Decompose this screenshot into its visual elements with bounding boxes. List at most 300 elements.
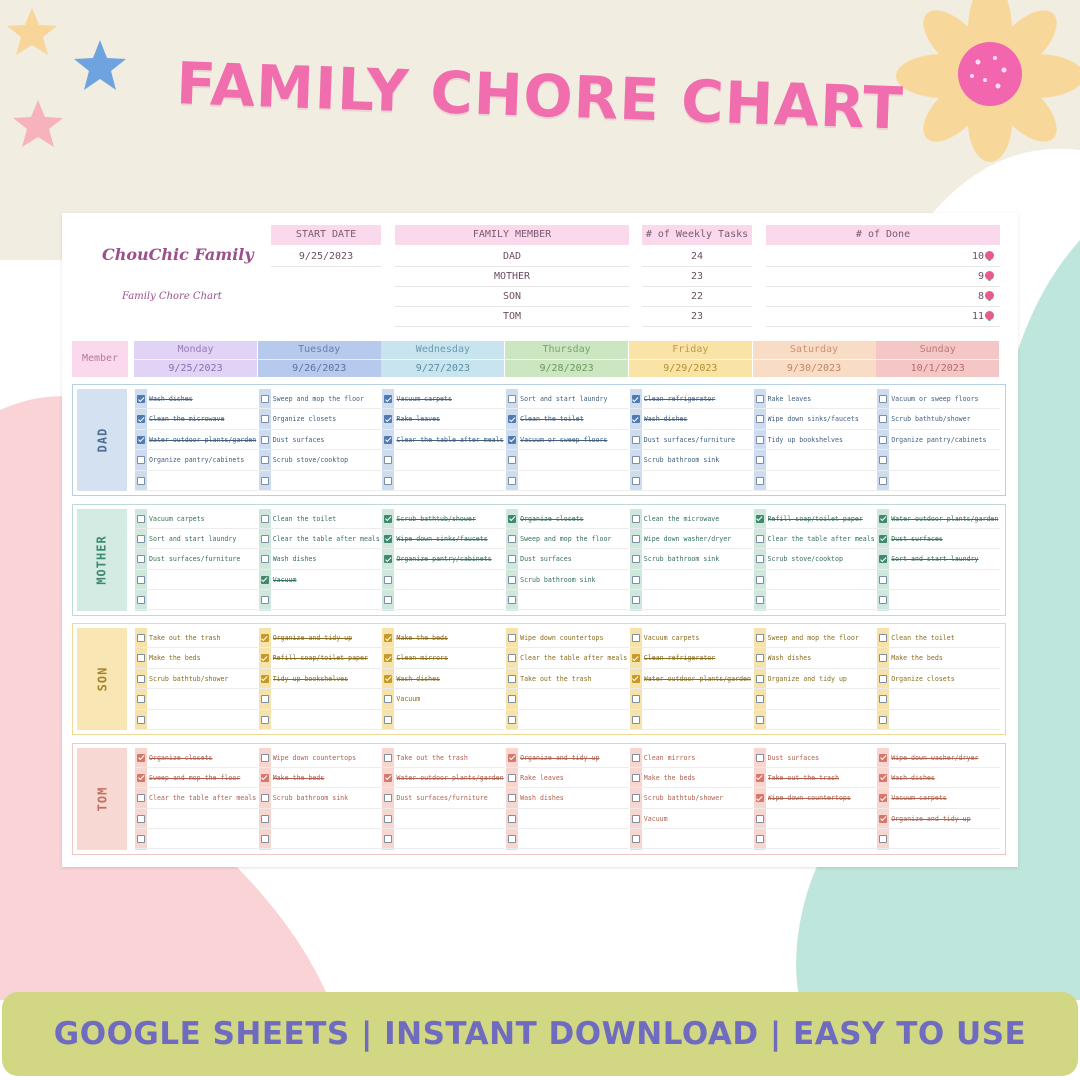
task-checkbox[interactable] xyxy=(508,794,516,802)
task-label[interactable]: Water outdoor plants/garden xyxy=(149,435,257,444)
task-label[interactable]: Scrub bathroom sink xyxy=(643,555,720,564)
task-label[interactable] xyxy=(520,710,630,730)
task-checkbox[interactable] xyxy=(632,555,640,563)
task-checkbox[interactable] xyxy=(756,456,764,464)
task-checkbox[interactable] xyxy=(756,716,764,724)
task-label[interactable] xyxy=(768,809,878,829)
task-checkbox[interactable] xyxy=(879,754,887,762)
task-checkbox[interactable] xyxy=(508,456,516,464)
task-label[interactable]: Clean refrigerator xyxy=(643,654,716,663)
task-checkbox[interactable] xyxy=(508,436,516,444)
task-label[interactable]: Wipe down countertops xyxy=(272,753,357,762)
task-label[interactable]: Organize closets xyxy=(891,674,955,683)
task-checkbox[interactable] xyxy=(756,576,764,584)
task-checkbox[interactable] xyxy=(756,535,764,543)
task-checkbox[interactable] xyxy=(879,395,887,403)
task-checkbox[interactable] xyxy=(508,716,516,724)
task-label[interactable] xyxy=(273,471,383,491)
task-label[interactable]: Take out the trash xyxy=(767,773,839,782)
task-checkbox[interactable] xyxy=(261,555,269,563)
task-label[interactable] xyxy=(644,471,754,491)
task-label[interactable] xyxy=(644,829,754,849)
task-label[interactable]: Wipe down washer/dryer xyxy=(643,534,732,543)
task-checkbox[interactable] xyxy=(137,535,145,543)
task-label[interactable]: Vacuum carpets xyxy=(891,794,947,803)
task-label[interactable]: Sort and start laundry xyxy=(149,534,237,543)
flower-icon xyxy=(985,291,994,300)
task-label[interactable] xyxy=(149,809,259,829)
task-checkbox[interactable] xyxy=(384,774,392,782)
task-row xyxy=(506,590,629,610)
task-label[interactable] xyxy=(891,471,1001,491)
task-checkbox[interactable] xyxy=(261,515,269,523)
task-checkbox[interactable] xyxy=(632,395,640,403)
task-checkbox[interactable] xyxy=(384,794,392,802)
task-label[interactable]: Organize and tidy up xyxy=(272,634,353,642)
task-label[interactable]: Sweep and mop the floor xyxy=(520,534,612,543)
task-label[interactable]: Sort and start laundry xyxy=(520,395,608,403)
task-label[interactable]: Organize pantry/cabinets xyxy=(891,435,987,444)
task-checkbox[interactable] xyxy=(879,436,887,444)
task-row xyxy=(259,768,382,788)
task-checkbox[interactable] xyxy=(879,515,887,523)
task-label[interactable]: Vacuum carpets xyxy=(643,634,700,642)
task-checkbox[interactable] xyxy=(261,576,269,584)
task-checkbox[interactable] xyxy=(384,555,392,563)
task-checkbox[interactable] xyxy=(137,716,145,724)
task-label[interactable]: Wash dishes xyxy=(767,654,812,663)
task-checkbox[interactable] xyxy=(137,774,145,782)
task-label[interactable]: Water outdoor plants/garden xyxy=(396,773,504,782)
task-label[interactable]: Scrub bathtub/shower xyxy=(891,415,971,424)
task-checkbox[interactable] xyxy=(261,835,269,843)
task-row xyxy=(877,430,1000,450)
task-checkbox[interactable] xyxy=(879,675,887,683)
task-checkbox[interactable] xyxy=(756,695,764,703)
task-label[interactable] xyxy=(149,471,259,491)
task-label[interactable]: Clean mirrors xyxy=(396,654,448,663)
task-checkbox[interactable] xyxy=(137,835,145,843)
task-label[interactable]: Scrub bathroom sink xyxy=(643,456,720,465)
task-label[interactable] xyxy=(520,450,630,470)
task-label[interactable] xyxy=(149,689,259,709)
task-label[interactable] xyxy=(520,590,630,610)
task-checkbox[interactable] xyxy=(508,774,516,782)
task-label[interactable]: Dust surfaces xyxy=(767,753,820,762)
task-label[interactable]: Clear the table after meals xyxy=(149,794,257,803)
task-checkbox[interactable] xyxy=(261,654,269,662)
task-label[interactable]: Clean the toilet xyxy=(520,415,584,424)
task-checkbox[interactable] xyxy=(508,695,516,703)
task-checkbox[interactable] xyxy=(261,716,269,724)
task-label[interactable] xyxy=(891,450,1001,470)
task-label[interactable]: Dust surfaces/furniture xyxy=(643,435,736,444)
task-checkbox[interactable] xyxy=(879,716,887,724)
task-label[interactable]: Dust surfaces/furniture xyxy=(149,555,241,564)
task-label[interactable]: Scrub bathroom sink xyxy=(520,575,596,584)
task-label[interactable]: Clean refrigerator xyxy=(643,395,716,403)
task-label[interactable]: Tidy up bookshelves xyxy=(272,674,349,683)
task-label[interactable] xyxy=(273,689,383,709)
task-checkbox[interactable] xyxy=(137,815,145,823)
task-checkbox[interactable] xyxy=(384,515,392,523)
member-block-mother xyxy=(72,504,1006,616)
task-label[interactable]: Organize and tidy up xyxy=(520,753,600,762)
task-checkbox[interactable] xyxy=(261,456,269,464)
task-label[interactable] xyxy=(768,570,878,590)
task-label[interactable]: Clear the table after meals xyxy=(396,435,504,444)
task-label[interactable] xyxy=(891,590,1001,610)
task-label[interactable]: Dust surfaces xyxy=(520,555,572,564)
task-row xyxy=(754,648,877,668)
task-checkbox[interactable] xyxy=(261,436,269,444)
task-label[interactable]: Clean mirrors xyxy=(643,753,696,762)
task-checkbox[interactable] xyxy=(508,815,516,823)
task-checkbox[interactable] xyxy=(508,675,516,683)
task-checkbox[interactable] xyxy=(879,634,887,642)
task-label[interactable]: Organize closets xyxy=(149,753,213,762)
task-label[interactable]: Scrub stove/cooktop xyxy=(767,555,843,564)
task-label[interactable] xyxy=(149,570,259,590)
task-checkbox[interactable] xyxy=(756,634,764,642)
task-label[interactable] xyxy=(768,710,878,730)
task-row xyxy=(506,450,629,470)
task-label[interactable]: Vacuum or sweep floors xyxy=(520,435,608,444)
task-checkbox[interactable] xyxy=(137,596,145,604)
task-label[interactable]: Clean the microwave xyxy=(149,415,225,424)
task-checkbox[interactable] xyxy=(756,515,764,523)
task-checkbox[interactable] xyxy=(137,654,145,662)
task-label[interactable]: Organize pantry/cabinets xyxy=(396,555,492,564)
task-label[interactable]: Wipe down sinks/faucets xyxy=(767,415,859,424)
task-checkbox[interactable] xyxy=(508,576,516,584)
task-checkbox[interactable] xyxy=(508,754,516,762)
task-checkbox[interactable] xyxy=(137,477,145,485)
task-label[interactable] xyxy=(273,710,383,730)
task-checkbox[interactable] xyxy=(879,535,887,543)
task-label[interactable]: Take out the trash xyxy=(520,674,592,683)
task-label[interactable]: Tidy up bookshelves xyxy=(767,435,843,444)
task-checkbox[interactable] xyxy=(756,815,764,823)
task-checkbox[interactable] xyxy=(508,555,516,563)
task-label[interactable] xyxy=(768,450,878,470)
task-checkbox[interactable] xyxy=(384,754,392,762)
task-row xyxy=(754,628,877,648)
task-checkbox[interactable] xyxy=(756,754,764,762)
task-label[interactable]: Dust surfaces xyxy=(891,534,943,543)
task-checkbox[interactable] xyxy=(508,634,516,642)
task-checkbox[interactable] xyxy=(508,835,516,843)
task-label[interactable]: Wash dishes xyxy=(520,794,564,803)
task-checkbox[interactable] xyxy=(384,634,392,642)
task-label[interactable]: Vacuum xyxy=(396,695,421,704)
task-checkbox[interactable] xyxy=(384,716,392,724)
task-checkbox[interactable] xyxy=(508,415,516,423)
task-label[interactable]: Clear the table after meals xyxy=(520,654,628,663)
task-label[interactable] xyxy=(396,590,506,610)
task-checkbox[interactable] xyxy=(384,695,392,703)
task-label[interactable]: Sort and start laundry xyxy=(891,555,979,564)
task-checkbox[interactable] xyxy=(632,415,640,423)
task-label[interactable] xyxy=(396,710,506,730)
task-checkbox[interactable] xyxy=(508,596,516,604)
task-label[interactable]: Rake leaves xyxy=(767,395,812,403)
task-label[interactable]: Scrub bathroom sink xyxy=(272,794,349,803)
task-label[interactable] xyxy=(520,829,630,849)
task-label[interactable]: Rake leaves xyxy=(396,415,441,424)
task-row xyxy=(754,829,877,849)
task-checkbox[interactable] xyxy=(384,535,392,543)
task-label[interactable] xyxy=(768,590,878,610)
task-checkbox[interactable] xyxy=(756,675,764,683)
task-row xyxy=(382,509,505,529)
task-label[interactable] xyxy=(396,570,506,590)
task-row xyxy=(382,430,505,450)
task-label[interactable]: Make the beds xyxy=(149,654,201,663)
task-label[interactable]: Organize and tidy up xyxy=(891,814,971,823)
task-checkbox[interactable] xyxy=(632,794,640,802)
task-checkbox[interactable] xyxy=(384,456,392,464)
task-checkbox[interactable] xyxy=(384,436,392,444)
task-label[interactable] xyxy=(273,590,383,610)
task-label[interactable]: Wipe down countertops xyxy=(767,794,851,803)
task-checkbox[interactable] xyxy=(632,675,640,683)
task-checkbox[interactable] xyxy=(261,634,269,642)
task-checkbox[interactable] xyxy=(384,815,392,823)
task-checkbox[interactable] xyxy=(137,794,145,802)
task-label[interactable]: Water outdoor plants/garden xyxy=(643,674,751,683)
task-checkbox[interactable] xyxy=(879,415,887,423)
task-label[interactable] xyxy=(891,570,1001,590)
task-label[interactable]: Vacuum or sweep floors xyxy=(891,395,979,403)
task-checkbox[interactable] xyxy=(632,576,640,584)
task-label[interactable]: Vacuum carpets xyxy=(396,395,452,403)
task-checkbox[interactable] xyxy=(384,654,392,662)
task-checkbox[interactable] xyxy=(384,415,392,423)
task-label[interactable]: Take out the trash xyxy=(149,634,221,642)
task-checkbox[interactable] xyxy=(756,774,764,782)
task-checkbox[interactable] xyxy=(632,654,640,662)
task-label[interactable] xyxy=(891,710,1001,730)
task-label[interactable] xyxy=(644,689,754,709)
task-label[interactable] xyxy=(768,471,878,491)
task-label[interactable]: Wipe down sinks/faucets xyxy=(396,534,488,543)
task-label[interactable]: Wipe down countertops xyxy=(520,634,604,642)
task-row xyxy=(382,389,505,409)
task-row xyxy=(754,529,877,549)
start-date-value[interactable]: 9/25/2023 xyxy=(271,247,381,267)
task-label[interactable]: Scrub bathtub/shower xyxy=(149,674,229,683)
task-checkbox[interactable] xyxy=(756,794,764,802)
task-label[interactable] xyxy=(273,829,383,849)
task-checkbox[interactable] xyxy=(384,576,392,584)
task-label[interactable] xyxy=(520,471,630,491)
task-label[interactable]: Dust surfaces/furniture xyxy=(396,794,488,803)
task-checkbox[interactable] xyxy=(632,754,640,762)
task-checkbox[interactable] xyxy=(261,415,269,423)
task-label[interactable] xyxy=(768,689,878,709)
task-checkbox[interactable] xyxy=(137,515,145,523)
task-checkbox[interactable] xyxy=(384,596,392,604)
task-checkbox[interactable] xyxy=(137,456,145,464)
task-checkbox[interactable] xyxy=(632,596,640,604)
task-label[interactable]: Organize closets xyxy=(272,415,337,424)
task-checkbox[interactable] xyxy=(756,415,764,423)
task-label[interactable]: Wash dishes xyxy=(396,674,441,683)
task-label[interactable]: Make the beds xyxy=(891,654,943,663)
task-checkbox[interactable] xyxy=(137,634,145,642)
task-checkbox[interactable] xyxy=(756,555,764,563)
task-checkbox[interactable] xyxy=(384,675,392,683)
task-checkbox[interactable] xyxy=(508,515,516,523)
task-checkbox[interactable] xyxy=(632,477,640,485)
task-checkbox[interactable] xyxy=(137,555,145,563)
task-label[interactable]: Clean the toilet xyxy=(891,634,955,642)
task-checkbox[interactable] xyxy=(261,596,269,604)
task-checkbox[interactable] xyxy=(879,835,887,843)
task-checkbox[interactable] xyxy=(137,695,145,703)
task-label[interactable]: Wipe down washer/dryer xyxy=(891,753,979,762)
task-label[interactable] xyxy=(149,829,259,849)
task-checkbox[interactable] xyxy=(632,456,640,464)
task-label[interactable] xyxy=(396,471,506,491)
task-label[interactable] xyxy=(891,689,1001,709)
task-checkbox[interactable] xyxy=(632,774,640,782)
task-checkbox[interactable] xyxy=(261,774,269,782)
task-checkbox[interactable] xyxy=(261,675,269,683)
task-label[interactable]: Take out the trash xyxy=(396,753,468,762)
task-checkbox[interactable] xyxy=(879,555,887,563)
task-checkbox[interactable] xyxy=(137,754,145,762)
task-checkbox[interactable] xyxy=(632,716,640,724)
task-label[interactable]: Scrub bathtub/shower xyxy=(396,514,476,523)
task-label[interactable]: Vacuum xyxy=(643,814,668,823)
task-checkbox[interactable] xyxy=(879,794,887,802)
task-checkbox[interactable] xyxy=(632,436,640,444)
task-checkbox[interactable] xyxy=(261,794,269,802)
task-row xyxy=(754,689,877,709)
task-checkbox[interactable] xyxy=(508,654,516,662)
task-label[interactable]: Wash dishes xyxy=(149,395,193,403)
task-checkbox[interactable] xyxy=(384,835,392,843)
task-label[interactable] xyxy=(644,590,754,610)
task-label[interactable]: Refill soap/toilet paper xyxy=(272,654,368,663)
task-label[interactable]: Wash dishes xyxy=(272,555,317,564)
task-checkbox[interactable] xyxy=(756,596,764,604)
task-label[interactable]: Clean the toilet xyxy=(272,514,337,523)
task-checkbox[interactable] xyxy=(756,436,764,444)
task-label[interactable]: Clear the table after meals xyxy=(272,534,380,543)
task-label[interactable] xyxy=(149,590,259,610)
task-checkbox[interactable] xyxy=(261,815,269,823)
task-label[interactable]: Wash dishes xyxy=(891,773,935,782)
task-label[interactable]: Dust surfaces xyxy=(272,435,325,444)
task-label[interactable] xyxy=(396,829,506,849)
task-label[interactable] xyxy=(520,809,630,829)
task-checkbox[interactable] xyxy=(632,815,640,823)
task-checkbox[interactable] xyxy=(879,654,887,662)
task-label[interactable] xyxy=(644,570,754,590)
task-checkbox[interactable] xyxy=(261,535,269,543)
task-label[interactable]: Make the beds xyxy=(272,773,325,782)
task-row xyxy=(877,788,1000,808)
task-checkbox[interactable] xyxy=(632,535,640,543)
task-checkbox[interactable] xyxy=(756,395,764,403)
task-label[interactable]: Refill soap/toilet paper xyxy=(767,514,863,523)
task-label[interactable]: Organize pantry/cabinets xyxy=(149,456,245,465)
member-column-header: Member xyxy=(72,341,128,377)
task-label[interactable]: Water outdoor plants/garden xyxy=(891,514,999,523)
task-row xyxy=(877,409,1000,429)
task-checkbox[interactable] xyxy=(879,456,887,464)
task-row xyxy=(259,788,382,808)
task-label[interactable]: Organize closets xyxy=(520,514,584,523)
task-checkbox[interactable] xyxy=(137,675,145,683)
task-label[interactable] xyxy=(891,829,1001,849)
task-checkbox[interactable] xyxy=(261,695,269,703)
task-label[interactable]: Wash dishes xyxy=(643,415,688,424)
task-checkbox[interactable] xyxy=(384,477,392,485)
task-checkbox[interactable] xyxy=(508,395,516,403)
task-label[interactable]: Make the beds xyxy=(396,634,448,642)
task-checkbox[interactable] xyxy=(632,695,640,703)
task-label[interactable]: Sweep and mop the floor xyxy=(767,634,859,642)
task-checkbox[interactable] xyxy=(879,477,887,485)
task-checkbox[interactable] xyxy=(137,395,145,403)
task-checkbox[interactable] xyxy=(756,477,764,485)
task-checkbox[interactable] xyxy=(756,654,764,662)
task-label[interactable]: Sweep and mop the floor xyxy=(149,773,241,782)
task-checkbox[interactable] xyxy=(137,415,145,423)
task-checkbox[interactable] xyxy=(632,634,640,642)
task-checkbox[interactable] xyxy=(261,754,269,762)
task-label[interactable] xyxy=(396,450,506,470)
task-label[interactable] xyxy=(149,710,259,730)
task-label[interactable]: Make the beds xyxy=(643,773,696,782)
task-checkbox[interactable] xyxy=(137,436,145,444)
task-checkbox[interactable] xyxy=(508,477,516,485)
task-checkbox[interactable] xyxy=(261,395,269,403)
task-checkbox[interactable] xyxy=(632,515,640,523)
task-label[interactable]: Vacuum xyxy=(272,575,297,584)
task-label[interactable] xyxy=(644,710,754,730)
task-checkbox[interactable] xyxy=(756,835,764,843)
task-checkbox[interactable] xyxy=(879,815,887,823)
task-label[interactable]: Scrub stove/cooktop xyxy=(272,456,349,465)
task-checkbox[interactable] xyxy=(508,535,516,543)
task-label[interactable]: Rake leaves xyxy=(520,773,564,782)
task-label[interactable] xyxy=(520,689,630,709)
task-checkbox[interactable] xyxy=(879,596,887,604)
task-checkbox[interactable] xyxy=(632,835,640,843)
task-label[interactable]: Scrub bathtub/shower xyxy=(643,794,724,803)
task-label[interactable]: Vacuum carpets xyxy=(149,514,205,523)
task-checkbox[interactable] xyxy=(879,576,887,584)
task-checkbox[interactable] xyxy=(384,395,392,403)
task-checkbox[interactable] xyxy=(879,695,887,703)
task-checkbox[interactable] xyxy=(261,477,269,485)
task-checkbox[interactable] xyxy=(137,576,145,584)
task-label[interactable] xyxy=(396,809,506,829)
task-label[interactable]: Clean the microwave xyxy=(643,514,720,523)
task-checkbox[interactable] xyxy=(879,774,887,782)
task-label[interactable]: Clear the table after meals xyxy=(767,534,875,543)
task-label[interactable]: Organize and tidy up xyxy=(767,674,847,683)
task-label[interactable] xyxy=(768,829,878,849)
task-label[interactable] xyxy=(273,809,383,829)
day-column xyxy=(259,628,382,730)
task-label[interactable]: Sweep and mop the floor xyxy=(272,395,364,403)
